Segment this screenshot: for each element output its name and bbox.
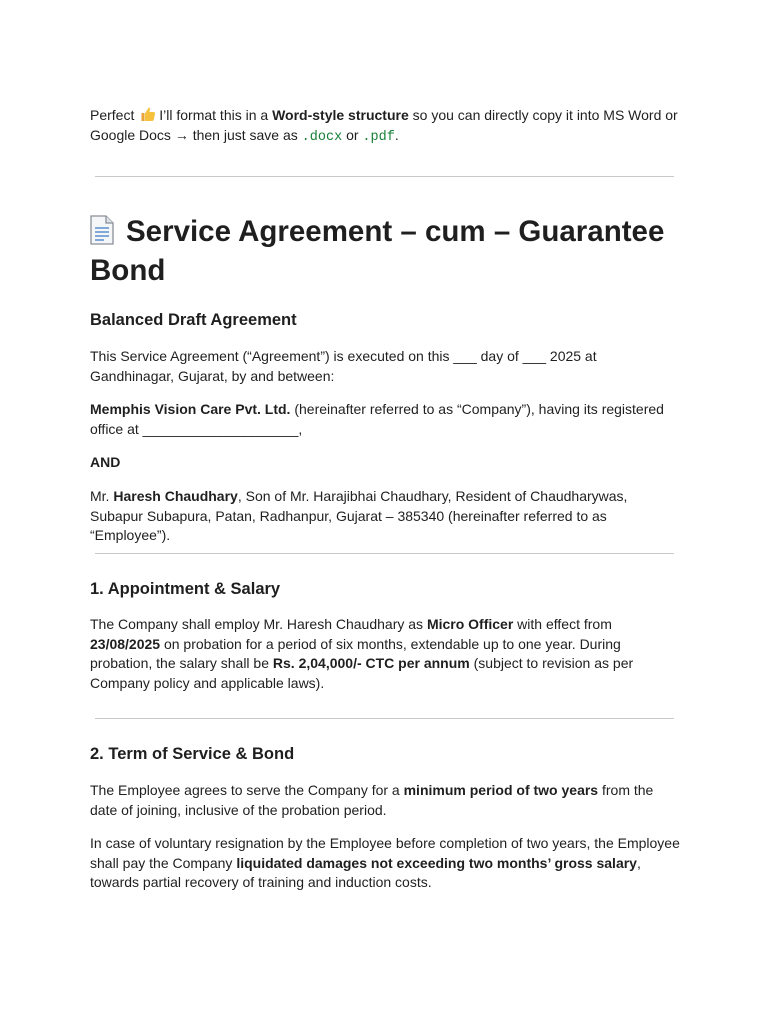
section2-text: from the date of joining, inclusive of the probation period.	[90, 782, 654, 818]
intro-text: so you can directly copy it into MS Word or Google Docs → then just save as	[90, 107, 678, 143]
intro-text: or	[342, 126, 363, 143]
section1-text: on probation for a period of six months, extendable up to one year. During probation, the salary shall be	[90, 635, 621, 671]
section2-text: In case of voluntary resignation by the Employee before completion of two years, the Employee shall pay the Company	[90, 835, 680, 871]
minimum-period: minimum period of two years	[403, 782, 599, 798]
section2-paragraph-1	[90, 781, 682, 820]
section2-paragraph-2	[90, 834, 682, 893]
start-date: 23/08/2025	[90, 635, 161, 652]
company-name: Memphis Vision Care Pvt. Ltd.	[90, 401, 291, 417]
party2-paragraph	[90, 487, 682, 546]
party2-text: Mr.	[90, 488, 114, 504]
title-text: Service Agreement – cum – Guarantee Bond	[90, 215, 665, 287]
section2-text: The Employee agrees to serve the Company for a	[90, 782, 404, 798]
subtitle: Balanced Draft Agreement	[90, 311, 297, 329]
document-title	[90, 212, 690, 290]
docx-code: .docx	[301, 129, 343, 145]
section2-text: , towards partial recovery of training and induction costs.	[90, 854, 641, 890]
intro-text: .	[394, 126, 399, 143]
intro-bold: Word-style structure	[272, 107, 409, 123]
section1-text: with effect from	[513, 616, 612, 632]
party1-paragraph	[90, 400, 682, 439]
document-icon	[90, 215, 114, 245]
intro-text: I’ll format this in a	[159, 107, 273, 123]
section1-heading: 1. Appointment & Salary	[90, 580, 281, 598]
and-label	[90, 453, 682, 473]
divider	[95, 176, 674, 177]
employee-name: Haresh Chaudhary	[113, 488, 238, 504]
preamble-paragraph: This Service Agreement (“Agreement”) is executed on this ___ day of ___ 2025 at Gandhinagar, Gujarat, by and between:	[90, 348, 597, 384]
intro-text: Perfect	[90, 107, 135, 123]
liquidated-damages: liquidated damages not exceeding two months’ gross salary	[236, 854, 637, 871]
party2-text: , Son of Mr. Harajibhai Chaudhary, Resident of Chaudharywas, Subapur Subapura, Patan, Radhanpur, Gujarat – 385340 (hereinafter referred to as “Employee”).	[90, 488, 628, 543]
and-text: AND	[90, 454, 121, 470]
designation: Micro Officer	[426, 616, 514, 632]
salary-amount: Rs. 2,04,000/- CTC per annum	[272, 655, 470, 671]
divider	[95, 718, 674, 719]
pdf-code: .pdf	[362, 129, 395, 145]
divider	[95, 553, 674, 554]
intro-paragraph	[90, 106, 682, 147]
section1-text: (subject to revision as per Company policy and applicable laws).	[90, 655, 634, 691]
section1-text: The Company shall employ Mr. Haresh Chaudhary as	[90, 616, 427, 632]
section1-paragraph	[90, 615, 682, 693]
thumbs-up-icon	[140, 106, 156, 122]
section2-heading: 2. Term of Service & Bond	[90, 745, 295, 763]
party1-text: (hereinafter referred to as “Company”), having its registered office at ____________________,	[90, 401, 664, 437]
